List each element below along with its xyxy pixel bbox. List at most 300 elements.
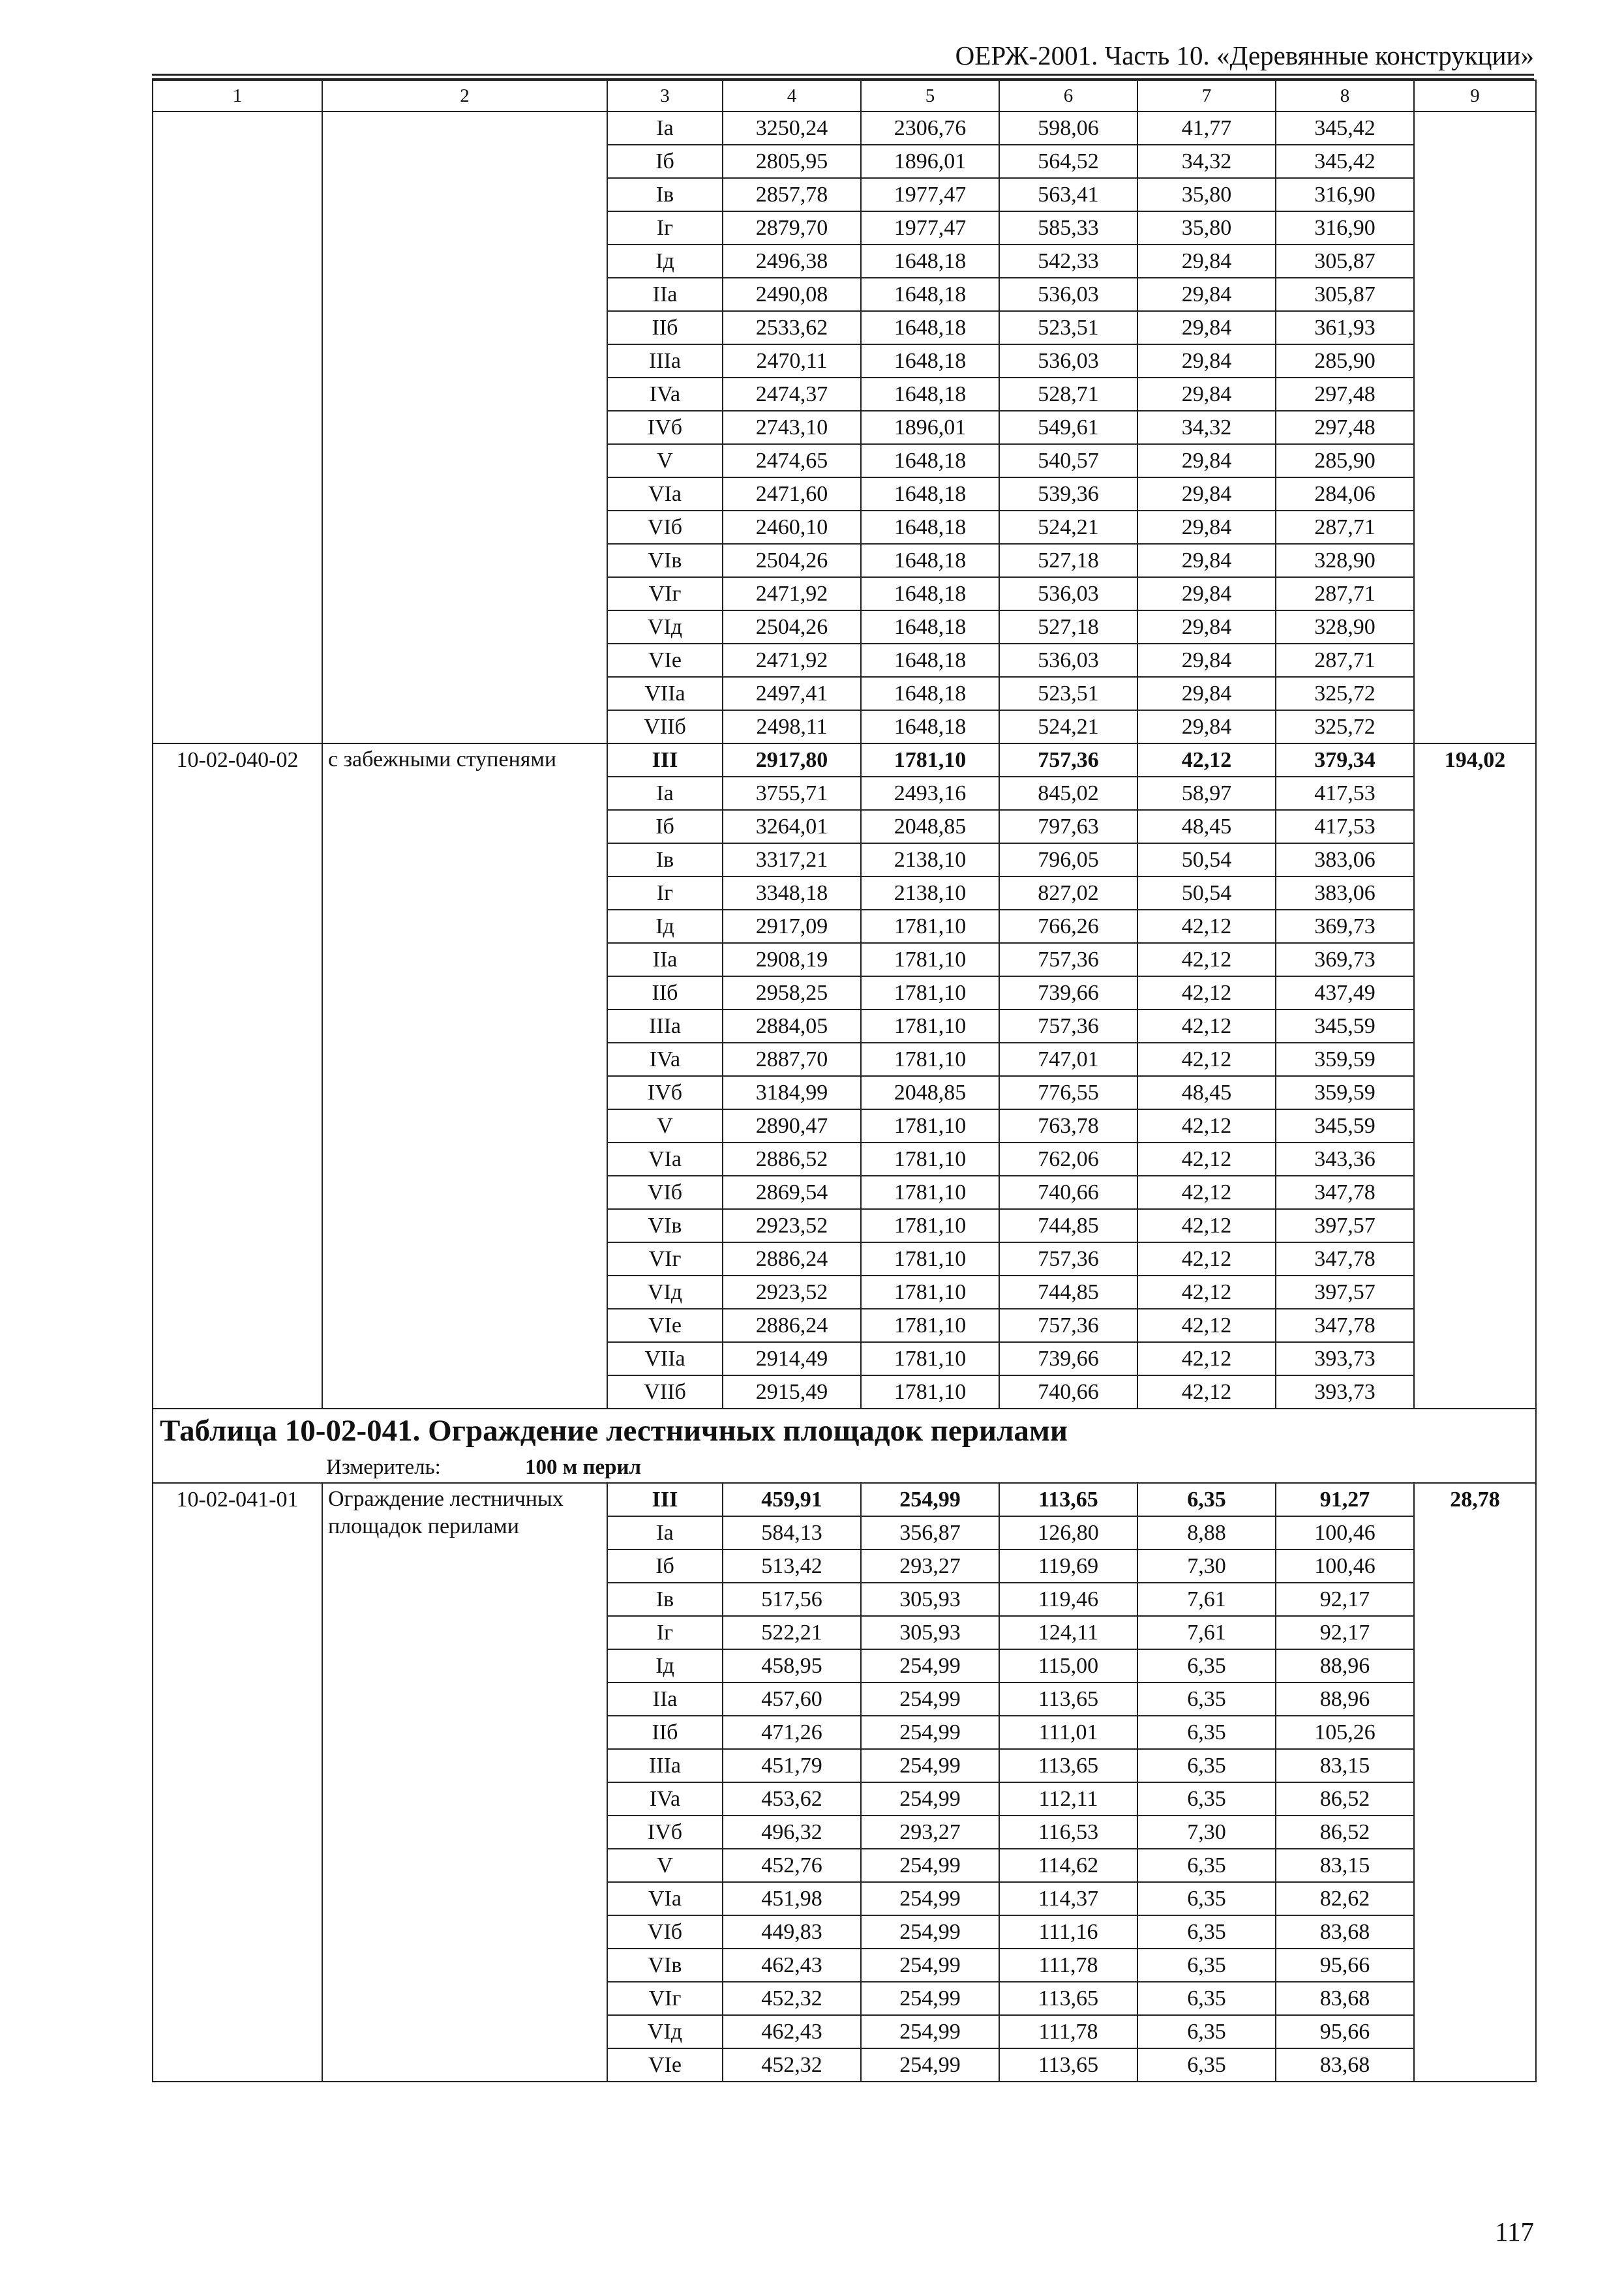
zone-code: V <box>607 1849 723 1882</box>
price-value: 451,98 <box>723 1882 861 1915</box>
price-value: 95,66 <box>1276 1949 1414 1982</box>
price-value: 2884,05 <box>723 1010 861 1043</box>
zone-code: V <box>607 1109 723 1143</box>
price-value: 458,95 <box>723 1649 861 1683</box>
price-value: 2923,52 <box>723 1276 861 1309</box>
price-value: 113,65 <box>999 1982 1137 2015</box>
price-value: 285,90 <box>1276 444 1414 477</box>
price-value: 126,80 <box>999 1516 1137 1549</box>
price-value: 254,99 <box>861 1683 999 1716</box>
price-value: 29,84 <box>1137 444 1276 477</box>
price-value: 100,46 <box>1276 1549 1414 1583</box>
price-value: 254,99 <box>861 2048 999 2082</box>
price-value: 347,78 <box>1276 1242 1414 1276</box>
price-value: 48,45 <box>1137 810 1276 843</box>
price-value: 797,63 <box>999 810 1137 843</box>
zone-code: VIIб <box>607 710 723 743</box>
price-value: 305,87 <box>1276 245 1414 278</box>
zone-code: IVa <box>607 378 723 411</box>
price-value: 2504,26 <box>723 610 861 644</box>
price-value: 42,12 <box>1137 1043 1276 1076</box>
price-value: 1648,18 <box>861 444 999 477</box>
price-value: 740,66 <box>999 1375 1137 1409</box>
price-value: 2917,80 <box>723 743 861 777</box>
price-value: 254,99 <box>861 1982 999 2015</box>
zone-code: VIб <box>607 1176 723 1209</box>
price-value: 2474,37 <box>723 378 861 411</box>
price-value: 1648,18 <box>861 544 999 577</box>
price-value: 328,90 <box>1276 544 1414 577</box>
price-value: 2474,65 <box>723 444 861 477</box>
price-value: 1781,10 <box>861 1309 999 1342</box>
price-value: 757,36 <box>999 743 1137 777</box>
zone-code: III <box>607 1483 723 1516</box>
price-value: 524,21 <box>999 710 1137 743</box>
zone-code: VIa <box>607 1143 723 1176</box>
price-value: 2886,52 <box>723 1143 861 1176</box>
price-value: 83,68 <box>1276 2048 1414 2082</box>
price-value: 523,51 <box>999 311 1137 344</box>
zone-code: Iд <box>607 1649 723 1683</box>
price-value: 1896,01 <box>861 145 999 178</box>
price-value: 29,84 <box>1137 477 1276 511</box>
price-value: 111,16 <box>999 1915 1137 1949</box>
price-value: 111,78 <box>999 1949 1137 1982</box>
price-value: 343,36 <box>1276 1143 1414 1176</box>
price-value: 347,78 <box>1276 1309 1414 1342</box>
zone-code: Iб <box>607 1549 723 1583</box>
price-value: 2471,92 <box>723 644 861 677</box>
price-value: 740,66 <box>999 1176 1137 1209</box>
price-value: 369,73 <box>1276 910 1414 943</box>
price-value: 2048,85 <box>861 1076 999 1109</box>
zone-code: VIв <box>607 1949 723 1982</box>
price-value: 328,90 <box>1276 610 1414 644</box>
price-value: 539,36 <box>999 477 1137 511</box>
extra-value <box>1414 112 1536 743</box>
price-value: 111,78 <box>999 2015 1137 2048</box>
zone-code: VIe <box>607 1309 723 1342</box>
price-value: 29,84 <box>1137 677 1276 710</box>
zone-code: Iд <box>607 245 723 278</box>
price-value: 453,62 <box>723 1782 861 1816</box>
price-value: 549,61 <box>999 411 1137 444</box>
price-value: 6,35 <box>1137 1483 1276 1516</box>
price-value: 2471,92 <box>723 577 861 610</box>
price-value: 29,84 <box>1137 511 1276 544</box>
price-value: 536,03 <box>999 577 1137 610</box>
price-value: 369,73 <box>1276 943 1414 976</box>
price-value: 845,02 <box>999 777 1137 810</box>
price-value: 2493,16 <box>861 777 999 810</box>
price-value: 6,35 <box>1137 1683 1276 1716</box>
price-value: 305,93 <box>861 1583 999 1616</box>
zone-code: VIб <box>607 511 723 544</box>
measure-unit: 100 м перил <box>525 1456 642 1479</box>
column-number: 2 <box>322 80 607 112</box>
price-value: 2915,49 <box>723 1375 861 1409</box>
price-value: 42,12 <box>1137 1276 1276 1309</box>
price-value: 527,18 <box>999 544 1137 577</box>
price-value: 6,35 <box>1137 1749 1276 1782</box>
price-value: 361,93 <box>1276 311 1414 344</box>
zone-code: IIIa <box>607 344 723 378</box>
price-value: 2496,38 <box>723 245 861 278</box>
price-value: 119,46 <box>999 1583 1137 1616</box>
price-value: 345,42 <box>1276 145 1414 178</box>
zone-code: VIe <box>607 644 723 677</box>
price-value: 345,42 <box>1276 112 1414 145</box>
price-value: 757,36 <box>999 943 1137 976</box>
price-value: 3250,24 <box>723 112 861 145</box>
price-value: 116,53 <box>999 1816 1137 1849</box>
price-value: 2917,09 <box>723 910 861 943</box>
zone-code: VIa <box>607 1882 723 1915</box>
zone-code: IIб <box>607 311 723 344</box>
price-value: 86,52 <box>1276 1782 1414 1816</box>
zone-code: IVб <box>607 1076 723 1109</box>
price-value: 50,54 <box>1137 876 1276 910</box>
zone-code: VIд <box>607 2015 723 2048</box>
price-value: 1648,18 <box>861 677 999 710</box>
price-value: 29,84 <box>1137 710 1276 743</box>
price-value: 1781,10 <box>861 910 999 943</box>
price-value: 100,46 <box>1276 1516 1414 1549</box>
price-value: 393,73 <box>1276 1342 1414 1375</box>
work-name <box>322 112 607 743</box>
price-value: 766,26 <box>999 910 1137 943</box>
price-value: 42,12 <box>1137 976 1276 1010</box>
price-value: 452,32 <box>723 2048 861 2082</box>
price-value: 112,11 <box>999 1782 1137 1816</box>
zone-code: Iб <box>607 145 723 178</box>
price-value: 42,12 <box>1137 1309 1276 1342</box>
zone-code: IVб <box>607 411 723 444</box>
price-value: 1781,10 <box>861 1342 999 1375</box>
price-value: 41,77 <box>1137 112 1276 145</box>
price-value: 29,84 <box>1137 644 1276 677</box>
price-value: 536,03 <box>999 644 1137 677</box>
price-value: 528,71 <box>999 378 1137 411</box>
price-value: 2743,10 <box>723 411 861 444</box>
price-value: 92,17 <box>1276 1583 1414 1616</box>
price-value: 383,06 <box>1276 843 1414 876</box>
price-value: 757,36 <box>999 1309 1137 1342</box>
zone-code: VIд <box>607 1276 723 1309</box>
price-value: 452,76 <box>723 1849 861 1882</box>
price-value: 459,91 <box>723 1483 861 1516</box>
price-value: 564,52 <box>999 145 1137 178</box>
price-value: 124,11 <box>999 1616 1137 1649</box>
price-value: 42,12 <box>1137 743 1276 777</box>
price-value: 1781,10 <box>861 976 999 1010</box>
price-value: 29,84 <box>1137 245 1276 278</box>
zone-code: VIв <box>607 544 723 577</box>
price-value: 2470,11 <box>723 344 861 378</box>
price-value: 2869,54 <box>723 1176 861 1209</box>
zone-code: IVa <box>607 1043 723 1076</box>
price-value: 1977,47 <box>861 211 999 245</box>
price-value: 1648,18 <box>861 278 999 311</box>
price-value: 1781,10 <box>861 1176 999 1209</box>
price-value: 462,43 <box>723 2015 861 2048</box>
zone-code: IVa <box>607 1782 723 1816</box>
price-value: 105,26 <box>1276 1716 1414 1749</box>
price-value: 113,65 <box>999 2048 1137 2082</box>
price-value: 449,83 <box>723 1915 861 1949</box>
price-value: 462,43 <box>723 1949 861 1982</box>
zone-code: Iг <box>607 1616 723 1649</box>
zone-code: VIб <box>607 1915 723 1949</box>
zone-code: III <box>607 743 723 777</box>
price-value: 776,55 <box>999 1076 1137 1109</box>
zone-code: VIa <box>607 477 723 511</box>
price-value: 345,59 <box>1276 1109 1414 1143</box>
zone-code: Iв <box>607 843 723 876</box>
zone-code: Iб <box>607 810 723 843</box>
price-value: 359,59 <box>1276 1076 1414 1109</box>
zone-code: VIIa <box>607 1342 723 1375</box>
price-value: 7,30 <box>1137 1549 1276 1583</box>
price-value: 2497,41 <box>723 677 861 710</box>
price-value: 95,66 <box>1276 2015 1414 2048</box>
price-value: 42,12 <box>1137 1143 1276 1176</box>
measure-label: Измеритель: <box>326 1456 441 1479</box>
price-value: 297,48 <box>1276 411 1414 444</box>
price-value: 527,18 <box>999 610 1137 644</box>
price-value: 757,36 <box>999 1010 1137 1043</box>
price-value: 82,62 <box>1276 1882 1414 1915</box>
table-row <box>153 1483 1536 1516</box>
zone-code: IIб <box>607 1716 723 1749</box>
rate-code <box>153 112 322 743</box>
price-value: 1648,18 <box>861 610 999 644</box>
zone-code: Iв <box>607 178 723 211</box>
price-value: 254,99 <box>861 2015 999 2048</box>
price-value: 1781,10 <box>861 943 999 976</box>
price-value: 345,59 <box>1276 1010 1414 1043</box>
price-value: 50,54 <box>1137 843 1276 876</box>
price-value: 287,71 <box>1276 511 1414 544</box>
price-value: 6,35 <box>1137 1915 1276 1949</box>
zone-code: V <box>607 444 723 477</box>
price-value: 254,99 <box>861 1882 999 1915</box>
price-value: 42,12 <box>1137 1176 1276 1209</box>
price-value: 29,84 <box>1137 344 1276 378</box>
price-value: 83,15 <box>1276 1849 1414 1882</box>
price-value: 2914,49 <box>723 1342 861 1375</box>
price-value: 305,87 <box>1276 278 1414 311</box>
price-value: 293,27 <box>861 1549 999 1583</box>
price-value: 827,02 <box>999 876 1137 910</box>
price-value: 1781,10 <box>861 1209 999 1242</box>
price-value: 536,03 <box>999 278 1137 311</box>
price-value: 397,57 <box>1276 1209 1414 1242</box>
price-value: 305,93 <box>861 1616 999 1649</box>
column-number: 7 <box>1137 80 1276 112</box>
price-value: 524,21 <box>999 511 1137 544</box>
price-value: 2886,24 <box>723 1242 861 1276</box>
price-value: 42,12 <box>1137 1109 1276 1143</box>
table-row <box>153 112 1536 145</box>
price-value: 316,90 <box>1276 211 1414 245</box>
price-value: 29,84 <box>1137 544 1276 577</box>
price-value: 7,61 <box>1137 1616 1276 1649</box>
price-value: 585,33 <box>999 211 1137 245</box>
price-value: 83,68 <box>1276 1982 1414 2015</box>
price-value: 1648,18 <box>861 378 999 411</box>
rate-code: 10-02-041-01 <box>153 1483 322 2082</box>
price-value: 42,12 <box>1137 1342 1276 1375</box>
price-value: 35,80 <box>1137 178 1276 211</box>
section-title-row <box>153 1409 1536 1452</box>
price-value: 34,32 <box>1137 145 1276 178</box>
price-value: 2460,10 <box>723 511 861 544</box>
price-value: 111,01 <box>999 1716 1137 1749</box>
price-value: 325,72 <box>1276 710 1414 743</box>
price-value: 2138,10 <box>861 843 999 876</box>
price-value: 2498,11 <box>723 710 861 743</box>
price-value: 42,12 <box>1137 1010 1276 1043</box>
zone-code: VIe <box>607 2048 723 2082</box>
price-value: 2048,85 <box>861 810 999 843</box>
price-value: 563,41 <box>999 178 1137 211</box>
zone-code: IIIa <box>607 1010 723 1043</box>
price-value: 2908,19 <box>723 943 861 976</box>
price-value: 417,53 <box>1276 777 1414 810</box>
zone-code: Iг <box>607 211 723 245</box>
price-value: 2490,08 <box>723 278 861 311</box>
price-value: 6,35 <box>1137 1949 1276 1982</box>
price-value: 3348,18 <box>723 876 861 910</box>
price-value: 7,30 <box>1137 1816 1276 1849</box>
price-value: 1648,18 <box>861 477 999 511</box>
zone-code: Iв <box>607 1583 723 1616</box>
price-value: 1896,01 <box>861 411 999 444</box>
price-value: 379,34 <box>1276 743 1414 777</box>
zone-code: IIб <box>607 976 723 1010</box>
price-value: 763,78 <box>999 1109 1137 1143</box>
price-value: 471,26 <box>723 1716 861 1749</box>
price-value: 91,27 <box>1276 1483 1414 1516</box>
price-value: 8,88 <box>1137 1516 1276 1549</box>
price-value: 540,57 <box>999 444 1137 477</box>
zone-code: IIa <box>607 278 723 311</box>
price-value: 3184,99 <box>723 1076 861 1109</box>
price-value: 536,03 <box>999 344 1137 378</box>
price-value: 1648,18 <box>861 511 999 544</box>
price-value: 34,32 <box>1137 411 1276 444</box>
price-value: 113,65 <box>999 1483 1137 1516</box>
price-value: 2504,26 <box>723 544 861 577</box>
price-value: 523,51 <box>999 677 1137 710</box>
price-value: 92,17 <box>1276 1616 1414 1649</box>
price-value: 114,62 <box>999 1849 1137 1882</box>
price-value: 113,65 <box>999 1683 1137 1716</box>
price-value: 254,99 <box>861 1782 999 1816</box>
price-value: 2138,10 <box>861 876 999 910</box>
price-value: 347,78 <box>1276 1176 1414 1209</box>
zone-code: VIв <box>607 1209 723 1242</box>
price-value: 739,66 <box>999 976 1137 1010</box>
column-number: 3 <box>607 80 723 112</box>
price-value: 3317,21 <box>723 843 861 876</box>
price-value: 86,52 <box>1276 1816 1414 1849</box>
price-value: 496,32 <box>723 1816 861 1849</box>
price-value: 42,12 <box>1137 943 1276 976</box>
zone-code: VIг <box>607 1242 723 1276</box>
zone-code: VIIa <box>607 677 723 710</box>
price-value: 254,99 <box>861 1915 999 1949</box>
price-value: 6,35 <box>1137 1649 1276 1683</box>
price-value: 42,12 <box>1137 1242 1276 1276</box>
price-value: 383,06 <box>1276 876 1414 910</box>
price-value: 29,84 <box>1137 311 1276 344</box>
table-body <box>153 80 1536 2082</box>
price-value: 1977,47 <box>861 178 999 211</box>
zone-code: IVб <box>607 1816 723 1849</box>
price-value: 316,90 <box>1276 178 1414 211</box>
price-value: 451,79 <box>723 1749 861 1782</box>
price-value: 6,35 <box>1137 1849 1276 1882</box>
price-value: 744,85 <box>999 1276 1137 1309</box>
price-value: 1648,18 <box>861 710 999 743</box>
price-value: 29,84 <box>1137 577 1276 610</box>
price-value: 2879,70 <box>723 211 861 245</box>
price-value: 29,84 <box>1137 278 1276 311</box>
measure-cell <box>153 1452 1536 1483</box>
column-number: 8 <box>1276 80 1414 112</box>
price-value: 2890,47 <box>723 1109 861 1143</box>
price-value: 2533,62 <box>723 311 861 344</box>
price-value: 2805,95 <box>723 145 861 178</box>
price-value: 1781,10 <box>861 1143 999 1176</box>
rates-table <box>152 80 1537 2082</box>
price-value: 1781,10 <box>861 1276 999 1309</box>
column-number: 1 <box>153 80 322 112</box>
column-number: 5 <box>861 80 999 112</box>
price-value: 762,06 <box>999 1143 1137 1176</box>
price-value: 1781,10 <box>861 743 999 777</box>
price-value: 2471,60 <box>723 477 861 511</box>
price-value: 2306,76 <box>861 112 999 145</box>
zone-code: Iд <box>607 910 723 943</box>
price-value: 796,05 <box>999 843 1137 876</box>
zone-code: IIa <box>607 1683 723 1716</box>
price-value: 598,06 <box>999 112 1137 145</box>
price-value: 42,12 <box>1137 910 1276 943</box>
price-value: 42,12 <box>1137 1375 1276 1409</box>
price-value: 287,71 <box>1276 644 1414 677</box>
price-value: 48,45 <box>1137 1076 1276 1109</box>
price-value: 254,99 <box>861 1849 999 1882</box>
zone-code: VIг <box>607 1982 723 2015</box>
table-row <box>153 743 1536 777</box>
price-value: 744,85 <box>999 1209 1137 1242</box>
work-name: Ограждение лестничных площадок перилами <box>322 1483 607 2082</box>
price-value: 1648,18 <box>861 644 999 677</box>
zone-code: Iг <box>607 876 723 910</box>
price-value: 83,68 <box>1276 1915 1414 1949</box>
price-value: 6,35 <box>1137 2015 1276 2048</box>
price-value: 29,84 <box>1137 378 1276 411</box>
price-value: 522,21 <box>723 1616 861 1649</box>
price-value: 1648,18 <box>861 344 999 378</box>
price-value: 29,84 <box>1137 610 1276 644</box>
zone-code: VIд <box>607 610 723 644</box>
price-value: 417,53 <box>1276 810 1414 843</box>
price-value: 254,99 <box>861 1649 999 1683</box>
